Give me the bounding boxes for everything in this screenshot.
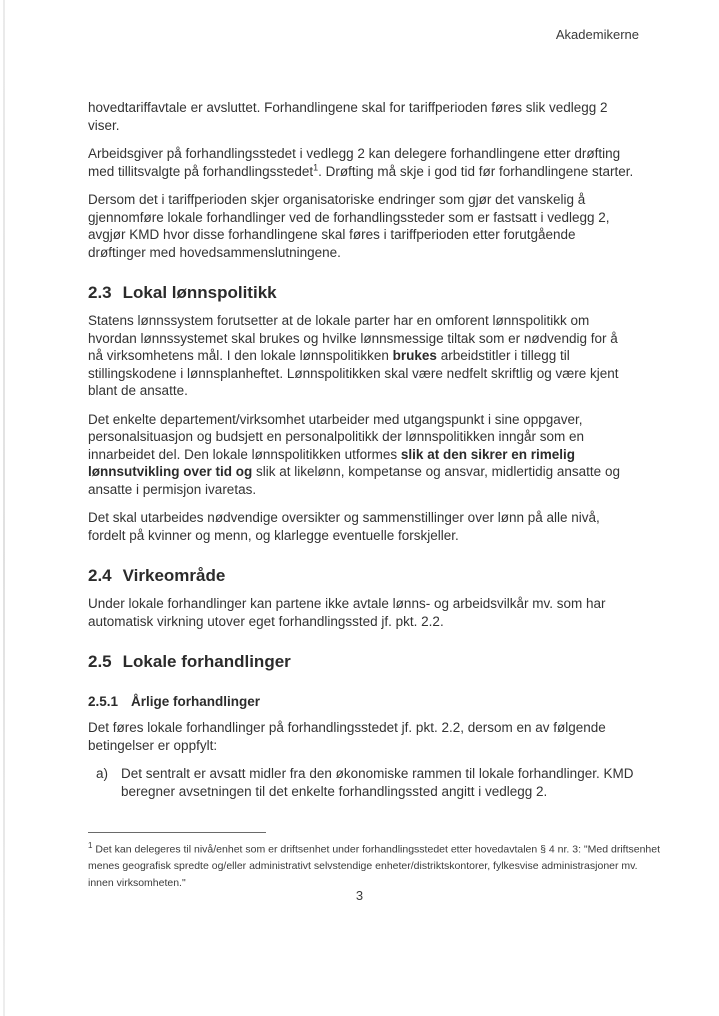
paragraph-2-3-1-text-a: Statens lønnssystem forutsetter at de lokale parter har en omforent lønnspolitikk om hvordan lønnssystemet skal brukes og hvilke lønnsmessige tiltak som er nødvendig for å nå virksomhetens mål. I den lokale lønnspolitikken <box>88 313 618 363</box>
page-header-org: Akademikerne <box>555 27 639 42</box>
paragraph-2-3-1-bold: brukes <box>392 348 437 363</box>
paragraph-intro-text: hovedtariffavtale er avsluttet. Forhandlingene skal for tariffperioden føres slik vedlegg 2 viser. <box>88 100 608 133</box>
paragraph-delegation <box>88 145 634 180</box>
list-item-a <box>96 765 634 800</box>
document-body <box>88 99 634 800</box>
heading-2-4 <box>88 566 634 586</box>
scan-edge-artifact <box>3 0 5 1016</box>
paragraph-2-3-2-text-b: slik at likelønn, kompetanse og ansvar, midlertidig ansatte og ansatte i permisjon ivaretas. <box>88 464 620 497</box>
heading-2-3-title: Lokal lønnspolitikk <box>122 283 277 302</box>
heading-2-5 <box>88 652 634 672</box>
paragraph-2-4-1-text: Under lokale forhandlinger kan partene ikke avtale lønns- og arbeidsvilkår mv. som har automatisk virkning utover eget forhandlingssted jf. pkt. 2.2. <box>88 596 606 629</box>
paragraph-2-5-1 <box>88 719 634 754</box>
paragraph-2-3-3-text: Det skal utarbeides nødvendige oversikter og sammenstillinger over lønn på alle nivå, fordelt på kvinner og menn, og klarlegge eventuelle forskjeller. <box>88 510 600 543</box>
heading-2-5-1-title: Årlige forhandlinger <box>131 694 261 709</box>
footnote-separator <box>88 832 266 833</box>
paragraph-org-changes <box>88 191 634 261</box>
list-item-a-text: Det sentralt er avsatt midler fra den økonomiske rammen til lokale forhandlinger. KMD beregner avsetningen til det enkelte forhandlingssted angitt i vedlegg 2. <box>121 766 634 799</box>
footnote-marker-1: 1 <box>88 841 93 850</box>
heading-2-5-title: Lokale forhandlinger <box>122 652 291 671</box>
list-item-a-marker: a) <box>96 766 109 781</box>
paragraph-2-3-2-bold: slik at den sikrer en rimelig lønnsutvikling over tid og <box>88 446 575 479</box>
paragraph-2-3-3 <box>88 509 634 544</box>
page-number: 3 <box>355 888 364 903</box>
heading-2-3-number: 2.3 <box>88 283 112 302</box>
paragraph-2-3-2-text-a: Det enkelte departement/virksomhet utarbeider med utgangspunkt i sine oppgaver, personalsituasjon og budsjett en personalpolitikk der lønnspolitikken inngår som en innarbeidet del. Den lokale lønnspolitikken utformes <box>88 411 585 462</box>
heading-2-5-1-number: 2.5.1 <box>88 694 119 709</box>
heading-2-4-title: Virkeområde <box>122 566 226 585</box>
heading-2-5-1 <box>88 693 634 710</box>
paragraph-2-4-1 <box>88 595 634 630</box>
paragraph-intro <box>88 99 634 134</box>
paragraph-org-changes-text: Dersom det i tariffperioden skjer organisatoriske endringer som gjør det vanskelig å gjennomføre lokale forhandlinger ved de forhandlingssteder som er fastsatt i vedlegg 2, avgjør KMD hvor disse forhandlingene skal føres i tariffperioden etter forutgående drøftinger med hovedsammenslutningene. <box>88 192 610 260</box>
footnote <box>88 838 666 891</box>
paragraph-delegation-text-a: Arbeidsgiver på forhandlingsstedet i vedlegg 2 kan delegere forhandlingene etter drøfting med tillitsvalgte på forhandlingsstedet <box>88 146 621 179</box>
heading-2-5-number: 2.5 <box>88 652 112 671</box>
paragraph-delegation-text-b: . Drøfting må skje i god tid før forhandlingene starter. <box>318 163 634 179</box>
heading-2-4-number: 2.4 <box>88 566 112 585</box>
paragraph-2-5-1-text: Det føres lokale forhandlinger på forhandlingsstedet jf. pkt. 2.2, dersom en av følgende betingelser er oppfylt: <box>88 720 606 753</box>
paragraph-2-3-2 <box>88 411 634 499</box>
paragraph-2-3-1 <box>88 312 634 400</box>
footnote-text: Det kan delegeres til nivå/enhet som er driftsenhet under forhandlingsstedet etter hovedavtalen § 4 nr. 3: "Med driftsenhet menes geografisk spredte og/eller administrativt selvstendige enheter/distriktskontorer, fylkesvise administrasjoner mv. innen virksomheten." <box>88 843 661 889</box>
paragraph-2-3-1-text-b: arbeidstitler i tillegg til stillingskodene i lønnsplanheftet. Lønnspolitikken skal være nedfelt skriftlig og være kjent blant de ansatte. <box>88 348 619 398</box>
footnote-reference-1: 1 <box>313 162 319 172</box>
heading-2-3 <box>88 283 634 303</box>
